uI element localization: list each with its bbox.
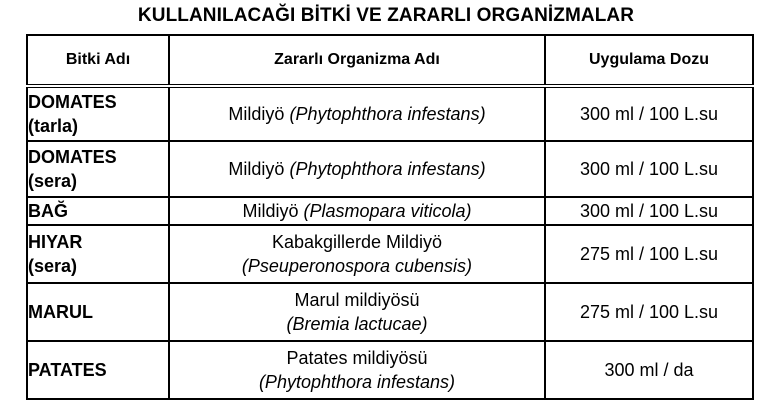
pest-cell <box>169 225 545 283</box>
header-pest: Zararlı Organizma Adı <box>169 35 545 86</box>
plant-cell <box>27 86 169 141</box>
plant-qualifier: (sera) <box>28 256 78 276</box>
pest-common-name: Mildiyö <box>228 104 285 124</box>
header-plant: Bitki Adı <box>27 35 169 86</box>
pest-cell <box>169 341 545 399</box>
pest-common-name: Mildiyö <box>228 159 285 179</box>
pest-cell <box>169 86 545 141</box>
application-table <box>26 34 754 400</box>
pest-latin-name: (Plasmopara viticola) <box>303 201 472 221</box>
pest-cell <box>169 141 545 197</box>
pest-common-name: Marul mildiyösü <box>294 290 420 310</box>
pest-common-name: Mildiyö <box>242 201 299 221</box>
pest-latin-name: (Phytophthora infestans) <box>289 159 486 179</box>
table-header-row <box>27 35 753 86</box>
plant-cell <box>27 141 169 197</box>
dose-cell: 275 ml / 100 L.su <box>545 283 753 341</box>
pest-latin-name: (Phytophthora infestans) <box>258 372 456 392</box>
pest-cell <box>169 197 545 225</box>
table-row <box>27 283 753 341</box>
pest-latin-name: (Bremia lactucae) <box>286 314 428 334</box>
plant-qualifier: (tarla) <box>28 116 79 136</box>
dose-cell: 300 ml / da <box>545 341 753 399</box>
plant-name: DOMATES <box>28 92 117 112</box>
table-row <box>27 341 753 399</box>
plant-cell <box>27 225 169 283</box>
pest-common-name: Kabakgillerde Mildiyö <box>271 232 443 252</box>
plant-name: BAĞ <box>28 201 68 221</box>
header-dose: Uygulama Dozu <box>545 35 753 86</box>
plant-name: DOMATES <box>28 147 117 167</box>
pest-latin-name: (Phytophthora infestans) <box>289 104 486 124</box>
table-row <box>27 141 753 197</box>
dose-cell: 300 ml / 100 L.su <box>545 86 753 141</box>
plant-cell <box>27 341 169 399</box>
pest-common-name: Patates mildiyösü <box>286 348 428 368</box>
plant-name: MARUL <box>28 302 93 322</box>
plant-name: PATATES <box>28 360 107 380</box>
dose-cell: 300 ml / 100 L.su <box>545 141 753 197</box>
dose-cell: 275 ml / 100 L.su <box>545 225 753 283</box>
document-title: KULLANILACAĞI BİTKİ VE ZARARLI ORGANİZMALAR <box>137 5 635 26</box>
plant-name: HIYAR <box>28 232 83 252</box>
table-row <box>27 225 753 283</box>
plant-cell <box>27 197 169 225</box>
table-row <box>27 86 753 141</box>
dose-cell: 300 ml / 100 L.su <box>545 197 753 225</box>
pest-cell <box>169 283 545 341</box>
plant-cell <box>27 283 169 341</box>
pest-latin-name: (Pseuperonospora cubensis) <box>241 256 473 276</box>
table-row <box>27 197 753 225</box>
plant-qualifier: (sera) <box>28 171 78 191</box>
